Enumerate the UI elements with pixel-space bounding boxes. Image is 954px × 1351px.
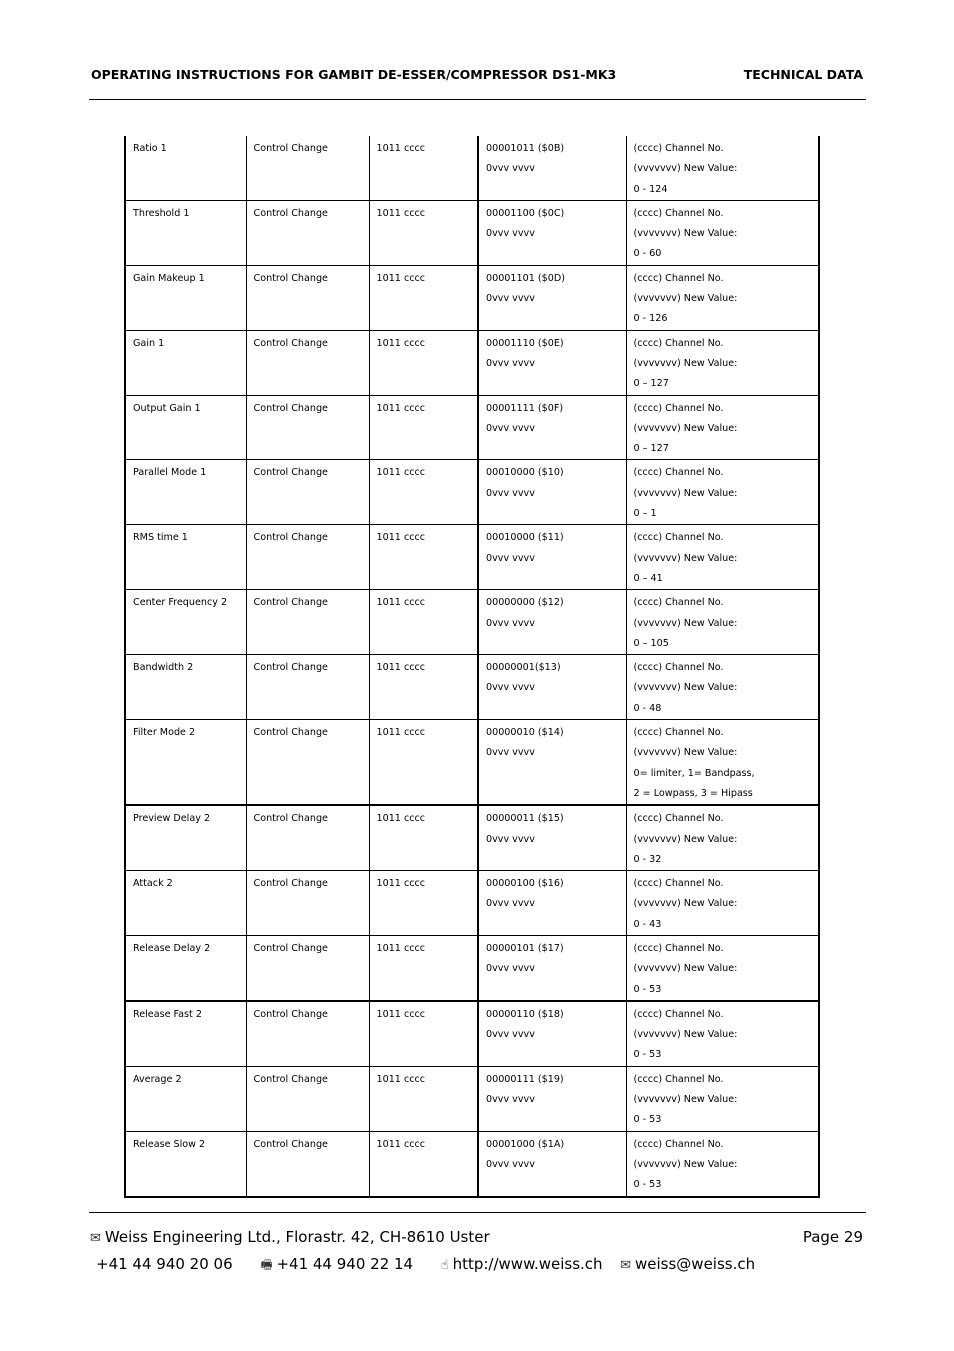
cell-line: (vvvvvvv) New Value: — [633, 898, 738, 910]
cell-line: 0 - 53 — [633, 1114, 662, 1126]
cell-line: 1011 cccc — [376, 337, 426, 349]
cell-line: 0 - 53 — [633, 1179, 662, 1191]
parameter-name-cell — [125, 330, 246, 395]
table-row — [125, 720, 819, 806]
cell-line: 0= limiter, 1= Bandpass, — [633, 767, 755, 779]
cell-line: Output Gain 1 — [133, 402, 201, 414]
fax-number: +41 44 940 22 14 — [276, 1255, 414, 1273]
cell-line: Parallel Mode 1 — [133, 467, 207, 479]
cell-line: Release Fast 2 — [133, 1008, 202, 1020]
cell-line: (vvvvvvv) New Value: — [633, 833, 738, 845]
footer-address-line — [90, 1228, 865, 1246]
table-row — [125, 200, 819, 265]
cell-line: 00000111 ($19) — [486, 1073, 564, 1085]
data-bytes-cell — [478, 330, 626, 395]
table-row — [125, 871, 819, 936]
section-title: TECHNICAL DATA — [743, 67, 863, 82]
parameter-name-cell — [125, 720, 246, 806]
cell-line: (cccc) Channel No. — [633, 1008, 724, 1020]
table-row — [125, 460, 819, 525]
cell-line: (cccc) Channel No. — [633, 878, 724, 890]
cell-line: 0vvv vvvv — [486, 228, 535, 240]
cell-line: (vvvvvvv) New Value: — [633, 682, 738, 694]
cell-line: 1011 cccc — [376, 467, 426, 479]
cell-line: Control Change — [253, 337, 328, 349]
table-row — [125, 525, 819, 590]
description-cell — [626, 1131, 819, 1196]
message-type-cell — [246, 395, 369, 460]
cell-line: RMS time 1 — [133, 532, 188, 544]
message-type-cell — [246, 1131, 369, 1196]
data-bytes-cell — [478, 805, 626, 870]
data-bytes-cell — [478, 136, 626, 200]
status-byte-cell — [369, 590, 478, 655]
cell-line: (cccc) Channel No. — [633, 143, 724, 154]
cell-line: 00001101 ($0D) — [486, 272, 565, 284]
data-bytes-cell — [478, 395, 626, 460]
cell-line: (vvvvvvv) New Value: — [633, 163, 738, 175]
cell-line: Center Frequency 2 — [133, 597, 228, 609]
cell-line: Release Slow 2 — [133, 1138, 206, 1150]
cell-line: 0 - 126 — [633, 313, 668, 325]
cell-line: 0vvv vvvv — [486, 422, 535, 434]
cell-line: 00000011 ($15) — [486, 813, 564, 825]
message-type-cell — [246, 525, 369, 590]
status-byte-cell — [369, 1131, 478, 1196]
cell-line: Control Change — [253, 1073, 328, 1085]
cell-line: 0vvv vvvv — [486, 617, 535, 629]
status-byte-cell — [369, 935, 478, 1000]
table-row — [125, 1131, 819, 1196]
parameter-name-cell — [125, 805, 246, 870]
table-row — [125, 655, 819, 720]
table-row — [125, 395, 819, 460]
status-byte-cell — [369, 1001, 478, 1066]
cell-line: (cccc) Channel No. — [633, 532, 724, 544]
cell-line: Control Change — [253, 813, 328, 825]
cell-line: 0vvv vvvv — [486, 747, 535, 759]
description-cell — [626, 265, 819, 330]
cell-line: 0 – 127 — [633, 443, 669, 455]
cell-line: Ratio 1 — [133, 143, 167, 154]
cell-line: 0vvv vvvv — [486, 293, 535, 305]
cell-line: 0 - 124 — [633, 183, 668, 195]
cell-line: Gain Makeup 1 — [133, 272, 205, 284]
cell-line: 00000101 ($17) — [486, 942, 564, 954]
data-bytes-cell — [478, 525, 626, 590]
table-row — [125, 805, 819, 870]
description-cell — [626, 525, 819, 590]
cell-line: (vvvvvvv) New Value: — [633, 422, 738, 434]
cell-line: 00001011 ($0B) — [486, 143, 565, 154]
cell-line: 0vvv vvvv — [486, 1029, 535, 1041]
data-bytes-cell — [478, 655, 626, 720]
cell-line: Control Change — [253, 662, 328, 674]
data-bytes-cell — [478, 871, 626, 936]
cell-line: Release Delay 2 — [133, 942, 211, 954]
cell-line: 0 - 53 — [633, 983, 662, 995]
data-bytes-cell — [478, 935, 626, 1000]
cell-line: Bandwidth 2 — [133, 662, 194, 674]
table-row — [125, 330, 819, 395]
cell-line: Control Change — [253, 942, 328, 954]
status-byte-cell — [369, 200, 478, 265]
cell-line: (vvvvvvv) New Value: — [633, 617, 738, 629]
message-type-cell — [246, 265, 369, 330]
table-row — [125, 265, 819, 330]
parameter-name-cell — [125, 395, 246, 460]
status-byte-cell — [369, 525, 478, 590]
cell-line: (cccc) Channel No. — [633, 597, 724, 609]
data-bytes-cell — [478, 720, 626, 806]
phone-number: +41 44 940 20 06 — [96, 1255, 233, 1273]
status-byte-cell — [369, 805, 478, 870]
cell-line: (vvvvvvv) New Value: — [633, 963, 738, 975]
cell-line: 0 – 41 — [633, 572, 663, 584]
cell-line: 0 – 127 — [633, 378, 669, 390]
cell-line: (cccc) Channel No. — [633, 207, 724, 219]
message-type-cell — [246, 1001, 369, 1066]
parameter-name-cell — [125, 1066, 246, 1131]
cell-line: 0 - 43 — [633, 918, 662, 930]
cell-line: 1011 cccc — [376, 662, 426, 674]
cell-line: Control Change — [253, 207, 328, 219]
envelope-icon: ✉ — [620, 1258, 632, 1273]
cell-line: 00001000 ($1A) — [486, 1138, 565, 1150]
cell-line: 00001100 ($0C) — [486, 207, 565, 219]
cell-line: 0 - 32 — [633, 853, 662, 865]
table-row — [125, 136, 819, 200]
cell-line: 1011 cccc — [376, 597, 426, 609]
message-type-cell — [246, 1066, 369, 1131]
cell-line: (vvvvvvv) New Value: — [633, 1029, 738, 1041]
data-bytes-cell — [478, 590, 626, 655]
description-cell — [626, 805, 819, 870]
cell-line: 1011 cccc — [376, 143, 426, 154]
status-byte-cell — [369, 136, 478, 200]
cell-line: (vvvvvvv) New Value: — [633, 357, 738, 369]
cell-line: (vvvvvvv) New Value: — [633, 1094, 738, 1106]
data-bytes-cell — [478, 200, 626, 265]
footer-divider — [89, 1212, 866, 1213]
cell-line: (cccc) Channel No. — [633, 402, 724, 414]
message-type-cell — [246, 655, 369, 720]
cell-line: 00001110 ($0E) — [486, 337, 564, 349]
cell-line: (cccc) Channel No. — [633, 1138, 724, 1150]
cell-line: 1011 cccc — [376, 1008, 426, 1020]
status-byte-cell — [369, 460, 478, 525]
description-cell — [626, 720, 819, 806]
status-byte-cell — [369, 395, 478, 460]
message-type-cell — [246, 330, 369, 395]
description-cell — [626, 200, 819, 265]
cell-line: 0 - 53 — [633, 1049, 662, 1061]
cell-line: (cccc) Channel No. — [633, 467, 724, 479]
cell-line: (vvvvvvv) New Value: — [633, 747, 738, 759]
document-title: OPERATING INSTRUCTIONS FOR GAMBIT DE-ESSER/COMPRESSOR DS1-MK3 — [91, 67, 617, 82]
cell-line: (vvvvvvv) New Value: — [633, 228, 738, 240]
status-byte-cell — [369, 655, 478, 720]
cell-line: 00000000 ($12) — [486, 597, 564, 609]
message-type-cell — [246, 136, 369, 200]
parameter-name-cell — [125, 1131, 246, 1196]
cell-line: Control Change — [253, 1138, 328, 1150]
cell-line: (cccc) Channel No. — [633, 337, 724, 349]
page-number: Page 29 — [802, 1228, 863, 1246]
message-type-cell — [246, 200, 369, 265]
cell-line: 1011 cccc — [376, 1073, 426, 1085]
cell-line: (cccc) Channel No. — [633, 942, 724, 954]
parameter-name-cell — [125, 935, 246, 1000]
cell-line: 1011 cccc — [376, 942, 426, 954]
cell-line: Control Change — [253, 532, 328, 544]
cell-line: 0vvv vvvv — [486, 163, 535, 175]
cell-line: 0 - 48 — [633, 702, 662, 714]
cell-line: 0vvv vvvv — [486, 963, 535, 975]
cell-line: Average 2 — [133, 1073, 182, 1085]
cell-line: Attack 2 — [133, 878, 173, 890]
cell-line: Control Change — [253, 272, 328, 284]
status-byte-cell — [369, 330, 478, 395]
cell-line: Control Change — [253, 597, 328, 609]
parameter-name-cell — [125, 265, 246, 330]
cell-line: Control Change — [253, 878, 328, 890]
cell-line: (cccc) Channel No. — [633, 662, 724, 674]
description-cell — [626, 590, 819, 655]
cell-line: 0vvv vvvv — [486, 682, 535, 694]
cell-line: 0vvv vvvv — [486, 1158, 535, 1170]
header-divider — [89, 99, 866, 100]
parameter-name-cell — [125, 460, 246, 525]
parameter-name-cell — [125, 1001, 246, 1066]
description-cell — [626, 136, 819, 200]
cell-line: (cccc) Channel No. — [633, 727, 724, 739]
status-byte-cell — [369, 871, 478, 936]
cell-line: 0 – 1 — [633, 508, 657, 520]
parameter-name-cell — [125, 871, 246, 936]
company-address: Weiss Engineering Ltd., Florastr. 42, CH-8610 Uster — [104, 1228, 490, 1246]
cell-line: Control Change — [253, 402, 328, 414]
description-cell — [626, 935, 819, 1000]
cell-line: (vvvvvvv) New Value: — [633, 487, 738, 499]
hand-pointer-icon: ☝ — [440, 1258, 449, 1273]
data-bytes-cell — [478, 460, 626, 525]
cell-line: (cccc) Channel No. — [633, 272, 724, 284]
cell-line: 0vvv vvvv — [486, 833, 535, 845]
page-header — [90, 67, 865, 85]
cell-line: 00001111 ($0F) — [486, 402, 564, 414]
cell-line: 1011 cccc — [376, 207, 426, 219]
cell-line: (vvvvvvv) New Value: — [633, 1158, 738, 1170]
cell-line: 00000001($13) — [486, 662, 561, 674]
table-row — [125, 1001, 819, 1066]
table-row — [125, 935, 819, 1000]
cell-line: Control Change — [253, 467, 328, 479]
cell-line: 00000110 ($18) — [486, 1008, 564, 1020]
data-bytes-cell — [478, 1131, 626, 1196]
cell-line: (cccc) Channel No. — [633, 1073, 724, 1085]
cell-line: 00000100 ($16) — [486, 878, 564, 890]
description-cell — [626, 1066, 819, 1131]
description-cell — [626, 1001, 819, 1066]
cell-line: Gain 1 — [133, 337, 165, 349]
parameter-name-cell — [125, 200, 246, 265]
message-type-cell — [246, 720, 369, 806]
message-type-cell — [246, 935, 369, 1000]
midi-control-table — [124, 136, 820, 1198]
message-type-cell — [246, 805, 369, 870]
cell-line: 0 – 105 — [633, 637, 669, 649]
cell-line: 1011 cccc — [376, 727, 426, 739]
cell-line: 0vvv vvvv — [486, 357, 535, 369]
description-cell — [626, 395, 819, 460]
data-bytes-cell — [478, 1066, 626, 1131]
cell-line: Preview Delay 2 — [133, 813, 211, 825]
message-type-cell — [246, 590, 369, 655]
description-cell — [626, 460, 819, 525]
cell-line: 00010000 ($11) — [486, 532, 564, 544]
cell-line: Threshold 1 — [133, 207, 190, 219]
cell-line: 1011 cccc — [376, 402, 426, 414]
cell-line: 0vvv vvvv — [486, 898, 535, 910]
cell-line: 00000010 ($14) — [486, 727, 564, 739]
cell-line: Filter Mode 2 — [133, 727, 196, 739]
status-byte-cell — [369, 720, 478, 806]
cell-line: (cccc) Channel No. — [633, 813, 724, 825]
mailbox-icon: ✉ — [90, 1231, 101, 1246]
cell-line: 1011 cccc — [376, 878, 426, 890]
table-row — [125, 590, 819, 655]
description-cell — [626, 655, 819, 720]
data-bytes-cell — [478, 265, 626, 330]
message-type-cell — [246, 460, 369, 525]
cell-line: Control Change — [253, 1008, 328, 1020]
cell-line: (vvvvvvv) New Value: — [633, 552, 738, 564]
parameter-name-cell — [125, 525, 246, 590]
status-byte-cell — [369, 1066, 478, 1131]
fax-icon: 🖷 — [260, 1258, 273, 1273]
description-cell — [626, 330, 819, 395]
cell-line: 00010000 ($10) — [486, 467, 564, 479]
cell-line: 1011 cccc — [376, 813, 426, 825]
data-bytes-cell — [478, 1001, 626, 1066]
cell-line: Control Change — [253, 143, 328, 154]
message-type-cell — [246, 871, 369, 936]
footer-contact-line — [96, 1255, 755, 1278]
parameter-name-cell — [125, 136, 246, 200]
cell-line: 0vvv vvvv — [486, 552, 535, 564]
cell-line: 0vvv vvvv — [486, 487, 535, 499]
cell-line: 1011 cccc — [376, 272, 426, 284]
status-byte-cell — [369, 265, 478, 330]
email-link[interactable]: weiss@weiss.ch — [635, 1255, 756, 1273]
cell-line: 0vvv vvvv — [486, 1094, 535, 1106]
website-link[interactable]: http://www.weiss.ch — [452, 1255, 603, 1273]
table-body — [125, 136, 819, 1197]
description-cell — [626, 871, 819, 936]
parameter-name-cell — [125, 655, 246, 720]
cell-line: Control Change — [253, 727, 328, 739]
cell-line: 1011 cccc — [376, 1138, 426, 1150]
table-row — [125, 1066, 819, 1131]
cell-line: (vvvvvvv) New Value: — [633, 293, 738, 305]
parameter-name-cell — [125, 590, 246, 655]
cell-line: 1011 cccc — [376, 532, 426, 544]
cell-line: 0 - 60 — [633, 248, 662, 260]
cell-line: 2 = Lowpass, 3 = Hipass — [633, 787, 753, 799]
